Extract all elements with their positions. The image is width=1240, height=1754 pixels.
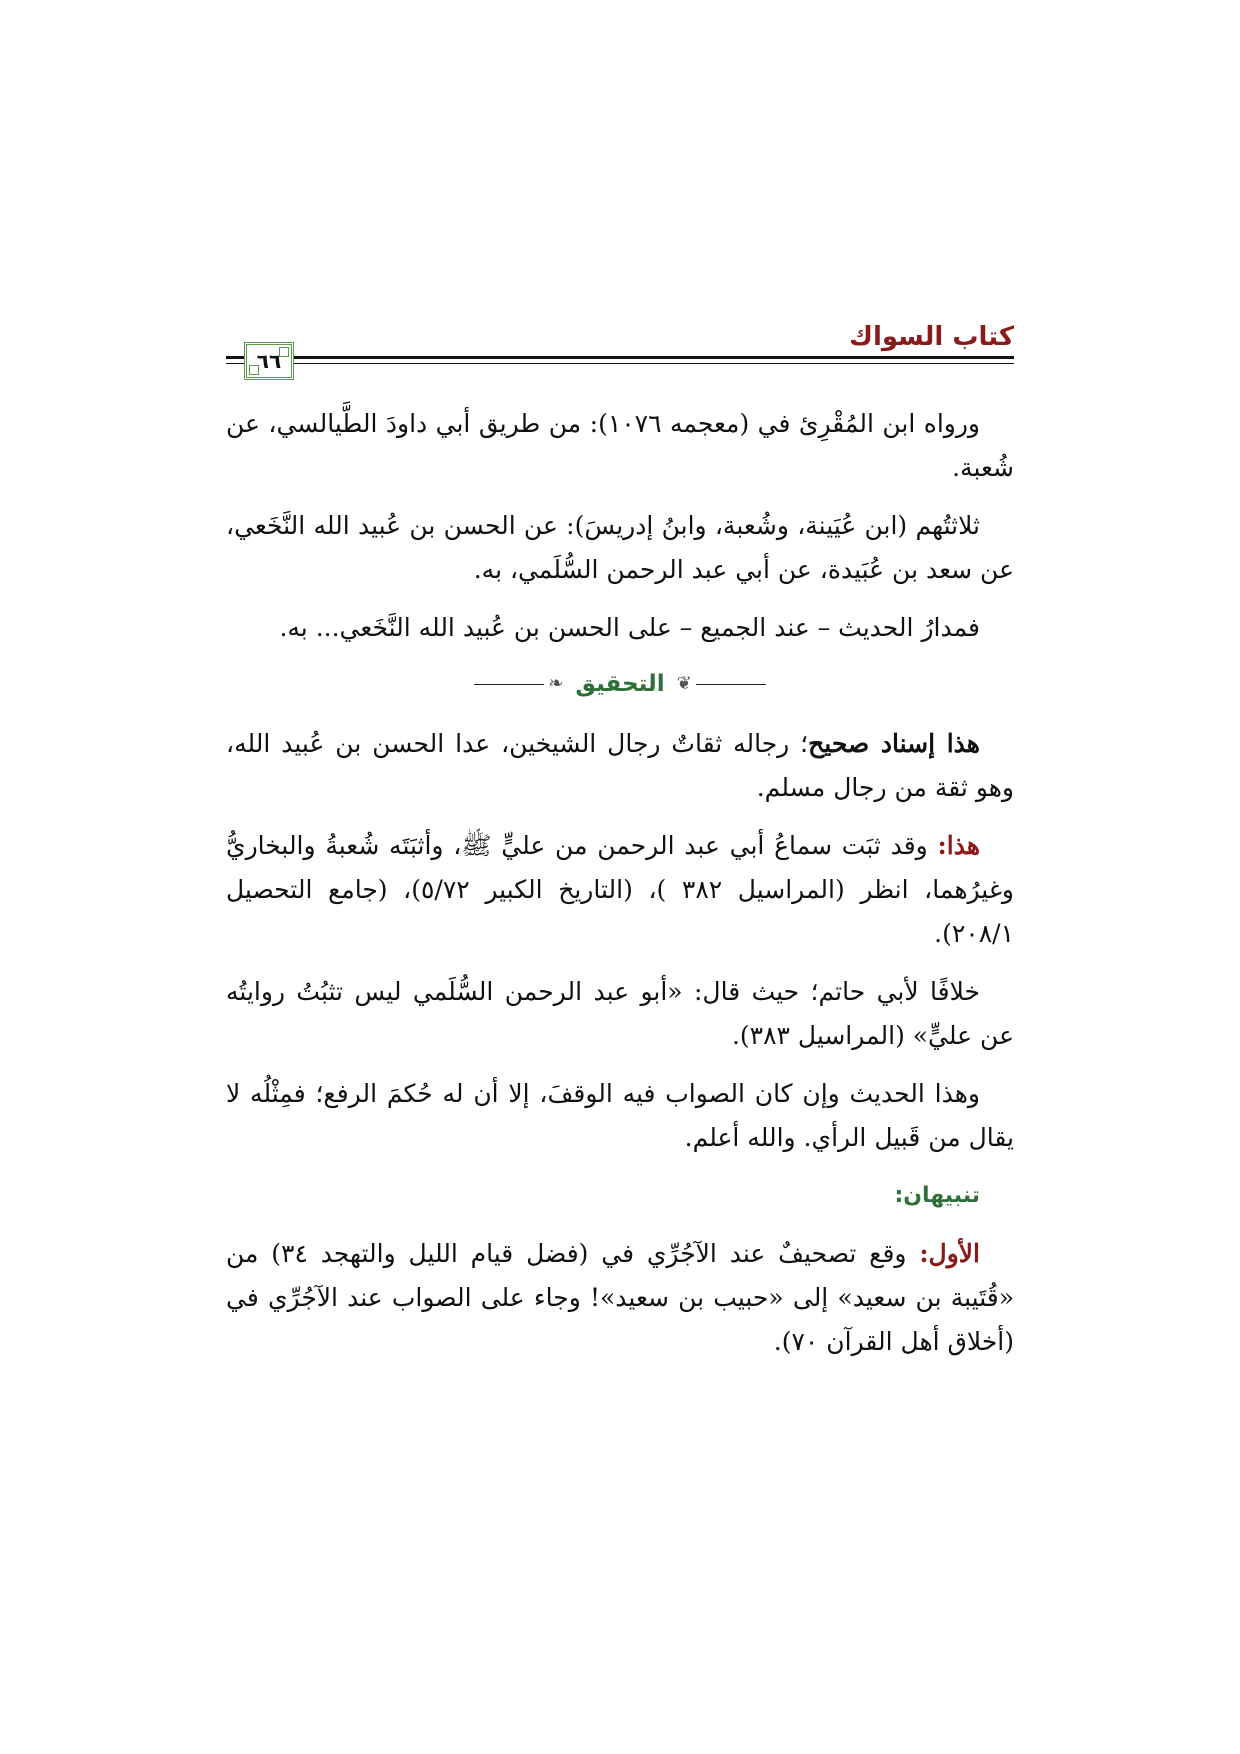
- header-rule-thick: [226, 356, 1014, 359]
- paragraph-first-note: [226, 1232, 1014, 1364]
- page-number-frame: [244, 342, 294, 380]
- paragraph-madar: فمدارُ الحديث – عند الجميع – على الحسن بن عُبيد الله النَّخَعي... به.: [279, 613, 980, 642]
- verdict-rest: ؛ رجاله ثقاتٌ رجال الشيخين، عدا الحسن بن عُبيد الله، وهو ثقة من رجال مسلم.: [226, 729, 1014, 802]
- hadha-label: هذا:: [937, 831, 980, 860]
- hadha-text: وقد ثبَت سماعُ أبي عبد الرحمن من عليٍّ ﷺ، وأثبَتَه شُعبةُ والبخاريُّ وغيرُهما، انظر (المراسيل ٣٨٢ )، (التاريخ الكبير ٥/٧٢)، (جامع التحصيل ٢٠٨/١).: [226, 831, 1014, 948]
- divider-line-right: [696, 684, 766, 685]
- paragraph-hukm-raf: وهذا الحديث وإن كان الصواب فيه الوقفَ، إلا أن له حُكمَ الرفع؛ فمِثْلُه لا يقال من قَبيل الرأي. والله أعلم.: [226, 1079, 1014, 1152]
- paragraph-ibn-muqri: ورواه ابن المُقْرِئ في (معجمه ١٠٧٦): من طريق أبي داودَ الطَّيالسي، عن شُعبة.: [226, 409, 1014, 482]
- header-rule-thin: [226, 363, 1014, 364]
- first-note-text: وقع تصحيفٌ عند الآجُرِّي في (فضل قيام الليل والتهجد ٣٤) من «قُتَيبة بن سعيد» إلى «حبيب بن سعيد»! وجاء على الصواب عند الآجُرِّي في (أخلاق أهل القرآن ٧٠).: [226, 1239, 1014, 1356]
- section-title: التحقيق: [575, 671, 665, 697]
- ornament-left-icon: ❧: [548, 673, 564, 694]
- page-number: ٦٦: [256, 349, 282, 373]
- paragraph-thalathatuhum: ثلاثتُهم (ابن عُيَينة، وشُعبة، وابنُ إدريسَ): عن الحسن بن عُبيد الله النَّخَعي، عن سعد بن عُبَيدة، عن أبي عبد الرحمن السُّلَمي، به.: [226, 511, 1014, 584]
- divider-line-left: [474, 684, 544, 685]
- verdict-lead: هذا إسناد صحيح: [808, 729, 980, 758]
- book-title: كتاب السواك: [849, 322, 1014, 352]
- page-body: [226, 402, 1014, 1378]
- paragraph-hadha: [226, 824, 1014, 956]
- paragraph-verdict: [226, 722, 1014, 810]
- first-note-label: الأول:: [919, 1239, 980, 1268]
- section-divider: [226, 664, 1014, 704]
- page-header: [226, 322, 1014, 388]
- paragraph-abu-hatim: خلافًا لأبي حاتم؛ حيث قال: «أبو عبد الرحمن السُّلَمي ليس تثبُتُ روايتُه عن عليٍّ» (المراسيل ٣٨٣).: [226, 977, 1014, 1050]
- ornament-right-icon: ❦: [676, 673, 692, 694]
- notes-label: تنبيهان:: [894, 1183, 980, 1208]
